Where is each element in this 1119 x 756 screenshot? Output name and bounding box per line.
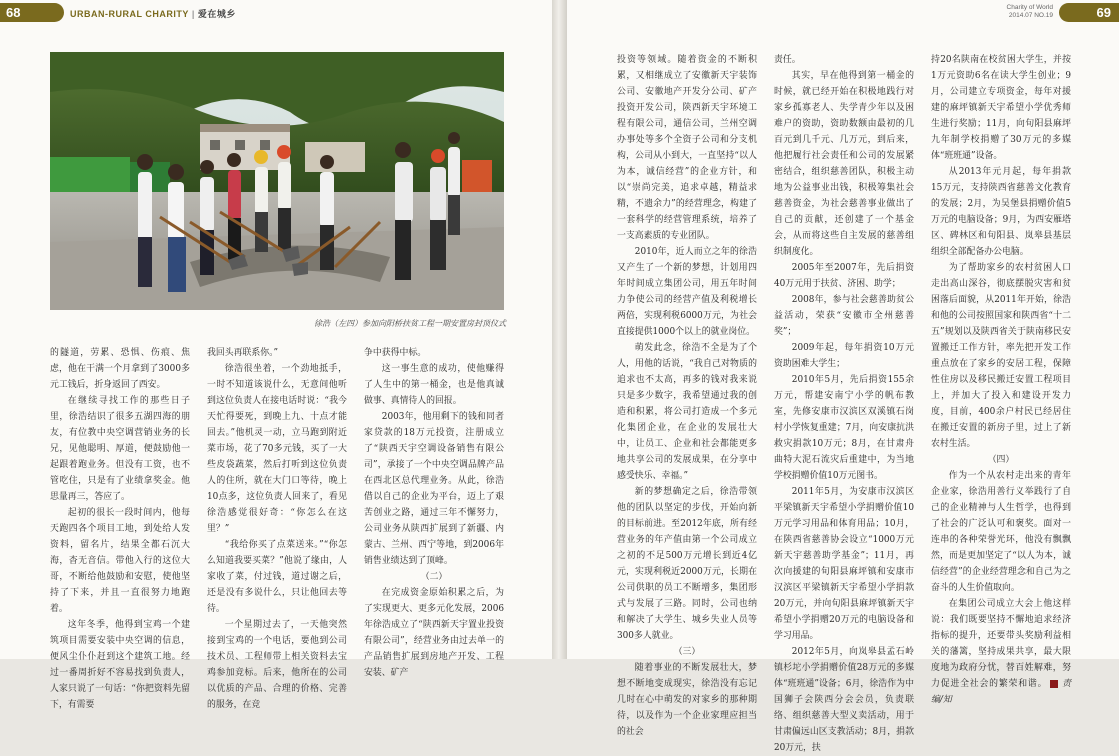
end-of-article-mark bbox=[1050, 680, 1058, 688]
paragraph: 萌发此念，徐浩不全是为了个人，用他的话说，“我自己对物质的追求也不太高，再多的钱对我来说只是多少数字，我希望通过我的创造和积累，将公司打造成一个多元化集团企业，在企业的发展壮大中，让员工、企业和社会都能更多地共享公司的发展成果，在分享中感受快乐、幸福。” bbox=[617, 343, 757, 481]
right-column-2 bbox=[774, 52, 914, 753]
page-number: 69 bbox=[1096, 5, 1111, 20]
paragraph: 的隧道，劳累、恐惧、伤痕、焦虑，他在干满一个月拿到了3000多元工钱后，折身返回了西安。 bbox=[50, 348, 190, 390]
paragraph: “我给你买了点菜送来。”“你怎么知道我要买菜？”他说了缘由，人家收了菜，付过钱，道过谢之后，还是没有多说什么，只让他回去等待。 bbox=[207, 540, 347, 614]
photo-illustration bbox=[50, 52, 504, 310]
page-header bbox=[0, 0, 552, 24]
left-column-3 bbox=[364, 345, 504, 678]
book-gutter bbox=[552, 0, 567, 659]
paragraph: 2010年，近人而立之年的徐浩又产生了一个新的梦想，计划用四年时间成立集团公司，用五年时间力争使公司的经营产值及利税增长两倍，实现利税6000万元，为社会直接提供1000个以上的就业岗位。 bbox=[617, 247, 757, 337]
paragraph: 起初的很长一段时间内，他每天跑四各个项目工地，到处给人发资料，留名片，结果全都石沉大海，杳无音信。带他入行的这位大哥，不断给他鼓励和安慰，使他坚持了下来，并且一直很努力地跑着。 bbox=[50, 508, 190, 614]
paragraph: 从2013年元月起，每年捐款15万元，支持陕西省慈善文化教育的发展；2月，为吴堡县捐赠价值5万元的电脑设备；9月，为西安雁塔区、碑林区和旬阳县、岚皋县基层组织全部配备办公电脑。 bbox=[931, 167, 1071, 257]
paragraph: 徐浩很坐着，一个劲地抵手，一时不知道该说什么，无意间他听到这位负责人在接电话时说：“我今天忙得要死，到晚上九、十点才能回去。”他机灵一动，立马跑到附近菜市场，花了70多元钱，买了一大些皮袋蔬菜，然后打听到这位负责人的住所，就在大门口等待，晚上10点多，这位负责人回来了，看见徐浩感觉很好奇：“你怎么在这里？” bbox=[207, 364, 347, 534]
paragraph: 2003年，他用剩下的钱和同者家贷款的18万元投资，注册成立了“陕西天宇空调设备销售有限公司”，承接了一个中央空调品牌产品在西北区总代理业务。从此，徐浩借以自己的企业为平台，迈上了艰苦创业之路，通过三年不懈努力，公司业务从陕西扩展到了新疆、内蒙古、兰州、西宁等地，到2006年销售业绩达到了顶峰。 bbox=[364, 412, 504, 566]
photo-caption: 徐浩（左四）参加向阳桥扶贫工程一期安置房封顶仪式 bbox=[314, 319, 506, 328]
paragraph: 随着事业的不断发展壮大，梦想不断地变成现实，徐浩没有忘记几时在心中萌发的对家乡的那种期待，以及作为一个企业家理应担当的社会 bbox=[617, 663, 757, 737]
paragraph: 2005年至2007年，先后捐资40万元用于扶贫、济困、助学； bbox=[774, 263, 914, 289]
magazine-masthead bbox=[1007, 4, 1053, 20]
right-column-3 bbox=[931, 52, 1072, 705]
magazine-issue: 2014.07 NO.19 bbox=[1008, 12, 1053, 19]
right-page bbox=[567, 0, 1119, 753]
closing-text: 在集团公司成立大会上他这样说：我们既要坚持不懈地追求经济指标的提升，还要带头奖励利益相关的藩篱，坚持成果共享，最大限度地为政府分忧，替百姓解难，努力促进全社会的繁荣和谐。 bbox=[931, 599, 1071, 689]
paragraph: 这一事生意的成功，使他赚得了人生中的第一桶金，也是他真诚做事、真情待人的回报。 bbox=[364, 364, 504, 406]
left-column-1 bbox=[50, 345, 190, 710]
editor-signature: 责编/知 bbox=[931, 679, 1072, 705]
left-column-2 bbox=[207, 345, 347, 710]
paragraph: 2009年起，每年捐资10万元资助困难大学生； bbox=[774, 343, 914, 369]
paragraph: 2012年5月，向岚皋县孟石岭镇杉坨小学捐赠价值28万元的多媒体“班班通”设备；6月，徐浩作为中国狮子会陕西分会会员，负责联络、组织慈善大型义卖活动，用于甘肃偏远山区支教活动；8月，捐款20万元，扶 bbox=[774, 647, 914, 753]
section-number: （二） bbox=[420, 572, 448, 582]
section-number: （四） bbox=[987, 455, 1015, 465]
header-divider: | bbox=[191, 9, 195, 19]
paragraph: 争中获得中标。 bbox=[364, 348, 427, 358]
paragraph: 2011年5月，为安康市汉滨区平梁镇新天宇希望小学捐赠价值10万元学习用品和体育用品；10月，在陕西省慈善协会设立“1000万元新天宇慈善助学基金”；11月，再次向援建的旬阳县麻坪镇和安康市汉滨区平梁镇新天宇希望小学捐款20万元，并向旬阳县麻坪镇新天宇希望小学捐赠20万元的电脑设备和学习用品。 bbox=[774, 487, 914, 641]
section-number: （三） bbox=[673, 647, 701, 657]
left-page bbox=[0, 0, 552, 710]
paragraph: 一个星期过去了，一天他突然接到宝鸡的一个电话，要他到公司技术员、工程师带上相关资料去宝鸡参加竞标。后来，他所在的公司以优质的产品、合理的价格、完善的服务，在竞 bbox=[207, 620, 347, 710]
magazine-title: Charity of World bbox=[1006, 4, 1053, 11]
page-number: 68 bbox=[6, 5, 21, 20]
section-name: 爱在城乡 bbox=[197, 9, 236, 19]
paragraph: 2008年，参与社会慈善助贫公益活动，荣获“安徽市全州慈善奖”； bbox=[774, 295, 914, 337]
right-column-1 bbox=[617, 52, 757, 737]
paragraph: 在完成资金原始积累之后，为了实现更大、更多元化发展，2006年徐浩成立了“陕西新天宇置业投资有限公司”，经营业务由过去单一的产品销售扩展到房地产开发、工程安装、矿产 bbox=[364, 588, 504, 678]
magazine-section-title: URBAN-RURAL CHARITY bbox=[70, 9, 189, 19]
paragraph bbox=[931, 596, 1071, 708]
paragraph: 作为一个从农村走出来的青年企业家，徐浩用善行义举践行了自己的企业精神与人生哲学，也得到了社会的广泛认可和褒奖。面对一连串的各种荣誉光环，他没有飘飘然，而是更加坚定了“以人为本，诚信经营”的企业经营理念和自己为之奋斗的人生价值取向。 bbox=[931, 471, 1071, 593]
paragraph: 在继续寻找工作的那些日子里，徐浩结识了很多五湖四海的朋友，有位教中央空调营销业务的长兄，见他聪明、厚道，便鼓励他一起跟着跑业务。但没有工资，也不管吃住，只是有了业绩拿奖金。他思量再三，答应了。 bbox=[50, 396, 190, 502]
article-photo bbox=[50, 52, 504, 310]
paragraph: 这年冬季，他得到宝鸡一个建筑项目需要安装中央空调的信息，便风尘仆仆赶到这个建筑工地。经过一番周折好不容易找到负责人，人家只说了一句话：“你把资料先留下，有需要 bbox=[50, 620, 190, 710]
paragraph: 我回头再联系你。” bbox=[207, 348, 279, 358]
paragraph: 持20名陕南在校贫困大学生，并按1万元资助6名在读大学生创业；9月，公司建立专项资金，每年对援建的麻坪镇新天宇希望小学优秀师生进行奖励；11月，向旬阳县麻坪九年制学校捐赠了30万元的多媒体“班班通”设备。 bbox=[931, 55, 1071, 161]
paragraph: 为了帮助家乡的农村贫困人口走出高山深谷，彻底摆脱灾害和贫困落后面貌，从2011年开始，徐浩和他的公司按照国家和陕西省“十二五”规划以及陕西省关于陕南移民安置搬迁工作方针，率先把开发工作重点放在了家乡的安居工程，保障性住房以及移民搬迁安置工程项目上，并加大了投入和建设开发力度，目前，400余户村民已经居住在搬迁安置的新房子里，过上了新农村生活。 bbox=[931, 263, 1071, 449]
paragraph: 2010年5月，先后捐资155余万元，帮建安南宁小学的帆布教室，先修安康市汉滨区双溪镇石岗村小学恢复重建；7月，向安康抗洪救灾捐款10万元；8月，在甘肃舟曲特大泥石流灾后重建中，为当地学校捐赠价值10万元图书。 bbox=[774, 375, 914, 481]
paragraph: 其实，早在他得到第一桶金的时候，就已经开始在积极地践行对家乡孤寡老人、失学青少年以及困难户的资助，资助数额由最初的几百元到几千元、几万元，到后来，他把履行社会责任和公司的发展紧密结合，组织慈善团队，积极主动地为公益事业出钱，积极筹集社会慈善资金，为社会慈善事业做出了自己的贡献，还创建了一个基金会，从而将这些自主发展的慈善组织制度化。 bbox=[774, 71, 914, 257]
paragraph: 投资等领域。随着资金的不断积累，又相继成立了安徽新天宇装饰公司、安徽地产开发分公司、矿产投资开发公司，陕西新天宇环境工程有限公司，通信公司，兰州空调办事处等多个全资子公司和分支机构，公司从小到大，一直坚持“以人为本，诚信经营”的企业方针，和以“崇尚完美，追求卓越，精益求精，不遗余力”的经营理念，构建了一套科学的经营管理系统，培养了一支高素质的专业团队。 bbox=[617, 55, 757, 241]
header-title bbox=[70, 7, 236, 20]
paragraph: 新的梦想确定之后，徐浩带领他的团队以坚定的步伐，开始向新的目标前进。至2012年底，所有经营业务的年产值由第一个公司成立之初的不足500万元增长到近4亿元，实现利税近2000万元，长期在公司供职的员工不断增多，集团形式与发展了三路。同时，公司也纳和解决了大学生、城乡失业人员等300多人就业。 bbox=[617, 487, 757, 641]
paragraph: 责任。 bbox=[774, 55, 801, 65]
